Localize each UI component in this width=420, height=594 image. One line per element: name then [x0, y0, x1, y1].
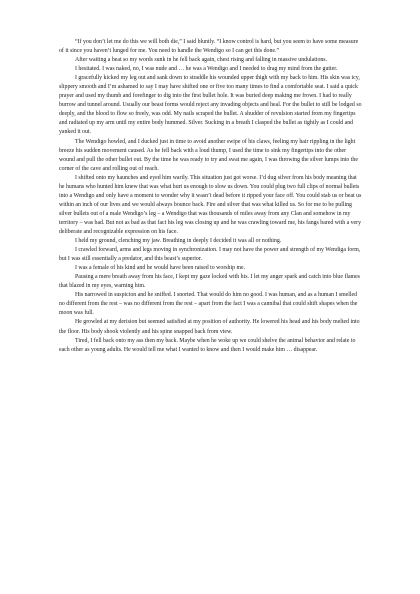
paragraph: “If you don’t let me do this we will both die,” I said bluntly. “I know control is hard, but you seem to have some measure of it since you haven’t lunged for me. You need to handle the Wendigo so I can get this done.” [59, 39, 359, 55]
paragraph: The Wendigo howled, and I ducked just in time to avoid another swipe of his claws, feeling my hair rippling in the light breeze his sudden movement caused. As he fell back with a loud thump, I used the time to sink my fingertips into the other wound and pull the other bullet out. By the time he was ready to try and swat me again, I was throwing the silver lumps into the corner of the cave and rolling out of reach. [59, 138, 358, 172]
paragraph: I was a female of his kind and he would have been raised to worship me. [75, 265, 246, 272]
paragraph: His narrowed in suspicion and he sniffed. I snorted. That would do him no good. I was human, and as a human I smelled no different from the rest – was no different from the rest – apart from the fact I was a cannibal that could shift shapes when the moon was full. [59, 292, 358, 317]
paragraph: I shifted onto my haunches and eyed him warily. This situation just got worse. I’d dug silver from his body meaning that he humans who hunted him knew that was what hurt us enough to slow us down. You could plug two full clips of normal bullets into a Wendigo and only have a moment to wonder why it wasn’t dead before it ripped your face off. You could stab us or beat us within an inch of our lives and we would always bounce back. Fire and silver that was what killed us. So for me to be pulling silver bullets out of a male Wendigo’s leg – a Wendigo that was thousands of miles away from any Clan and somehow in my territory – was bad. But not as bad as that fact his leg was closing up and he was crawling toward me, his fangs bared with a very deliberate and recognizable expression on his face. [59, 174, 362, 235]
paragraph: I gracefully kicked my leg out and sank down to straddle his wounded upper thigh with my back to him. His skin was icy, slippery smooth and I’m ashamed to say I may have shifted one or five too many times to find a comfortable seat. I said a quick prayer and used my thumb and forefinger to dig into the first bullet hole. It was buried deep making me frown. I had to really burrow and tunnel around. Usually our beast forms would reject any invading objects and heal. For the bullet to still be lodged so deeply, and the blood to flow so freely, was odd. My nails scraped the bullet. A shudder of revulsion started from my fingertips and radiated up my arm until my entire body hummed. Silver. Sucking in a breath I clasped the bullet as tightly as I could and yanked it out. [59, 75, 362, 136]
paragraph: I hesitated. I was naked, no, I was nude and … he was a Wendigo and I needed to drag my mind from the gutter. [75, 66, 338, 73]
paragraph: He growled at my derision but seemed satisfied at my position of authority. He lowered his head and his body melted into the floor. His body shook violently and his spine snapped back from view. [59, 319, 360, 335]
paragraph: After waiting a beat so my words sunk in he fell back again, chest rising and falling in massive undulations. [75, 57, 328, 64]
paragraph: I held my ground, clenching my jaw. Breathing in deeply I decided it was all or nothing. [75, 238, 282, 245]
paragraph: Pausing a mere breath away from his face, I kept my gaze locked with his. I let my anger spark and catch into blue flames that blazed in my eyes, warning him. [59, 274, 360, 290]
paragraph: I crawled forward, arms and legs moving in synchronization. I may not have the power and strength of my Wendiga form, but I was still essentially a predator, and this beast’s superior. [59, 247, 361, 263]
paragraph: Tired, I fell back onto my ass then my back. Maybe when he woke up we could shelve the animal behavior and relate to each other as young adults. He would tell me what I wanted to know and then I would make him … disappear. [59, 337, 356, 353]
body-text [59, 38, 362, 355]
